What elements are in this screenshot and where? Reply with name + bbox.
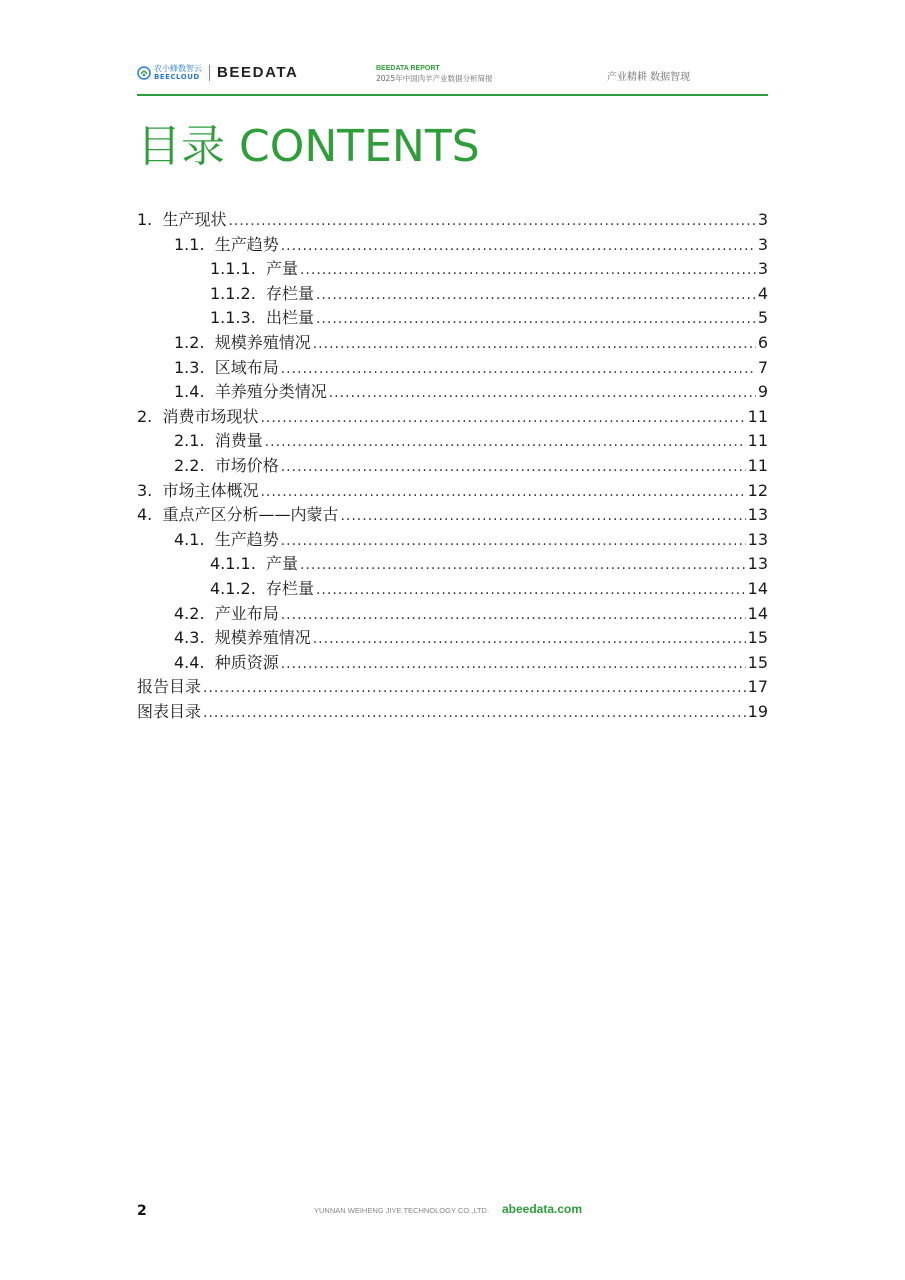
toc-number: 1.: [137, 210, 163, 229]
toc-entry[interactable]: [137, 429, 768, 454]
footer-page-number: 2: [137, 1203, 147, 1219]
toc-label: 区域布局: [214, 357, 279, 377]
toc-leader: [228, 209, 755, 234]
toc-leader: [316, 283, 756, 308]
toc-entry[interactable]: [137, 282, 768, 307]
toc-entry[interactable]: [137, 675, 768, 700]
toc-leader: [340, 504, 745, 529]
toc-number: 3.: [137, 480, 163, 500]
toc-number: 4.1.: [174, 529, 215, 549]
toc-page-number: 11: [747, 455, 768, 475]
toc-number: 4.: [137, 505, 163, 525]
report-info: [376, 65, 493, 83]
toc-page-number: 11: [747, 406, 768, 426]
toc-page-number: 17: [747, 677, 768, 697]
toc-number: 4.4.: [174, 652, 215, 672]
toc-page-number: 13: [747, 554, 768, 574]
toc-leader: [281, 234, 756, 259]
toc-number: 2.: [137, 406, 163, 426]
logo-cn-text: 农小蜂数智云: [154, 63, 202, 73]
logo: [137, 64, 298, 81]
toc-entry[interactable]: [137, 479, 768, 504]
toc-label: 生产现状: [162, 210, 227, 229]
toc-label: 规模养殖情况: [214, 628, 311, 648]
toc-leader: [281, 529, 746, 554]
toc-label: 产业布局: [214, 603, 279, 623]
toc-number: 1.3.: [174, 357, 215, 377]
toc-label: 存栏量: [265, 578, 314, 598]
toc-label: 市场主体概况: [162, 480, 259, 500]
toc-number: 4.2.: [174, 603, 215, 623]
toc-number: 4.1.1.: [210, 554, 266, 574]
beecloud-logo-icon: [137, 66, 151, 80]
toc-leader: [281, 455, 746, 480]
toc-page-number: 12: [747, 480, 768, 500]
toc-label: 消费量: [214, 431, 263, 451]
toc-leader: [316, 578, 746, 603]
toc-page-number: 9: [757, 382, 768, 402]
toc-leader: [281, 603, 746, 628]
toc-number: 1.1.1.: [210, 259, 266, 279]
toc-label: 报告目录: [137, 677, 202, 697]
toc-label: 产量: [265, 554, 298, 574]
logo-divider: [209, 65, 210, 81]
toc-leader: [260, 480, 745, 505]
page-header: [137, 62, 768, 94]
report-title: 2025年中国肉羊产业数据分析简报: [376, 74, 493, 84]
footer-company: YUNNAN WEIHENG JIYE TECHNOLOGY CO.,LTD.: [314, 1206, 490, 1215]
toc-page-number: 15: [747, 628, 768, 648]
toc-label: 生产趋势: [214, 529, 279, 549]
page-title: 目录 CONTENTS: [137, 121, 480, 172]
toc-number: 2.2.: [174, 455, 215, 475]
toc-leader: [260, 406, 745, 431]
toc-page-number: 13: [747, 529, 768, 549]
toc-entry[interactable]: [137, 356, 768, 381]
toc-label: 重点产区分析——内蒙古: [162, 505, 339, 525]
toc-number: 4.1.2.: [210, 578, 266, 598]
table-of-contents: [137, 208, 768, 724]
toc-leader: [265, 430, 746, 455]
toc-number: 1.2.: [174, 332, 215, 352]
logo-en-text: BEECLOUD: [154, 72, 200, 81]
toc-entry[interactable]: [137, 528, 768, 553]
toc-number: 2.1.: [174, 431, 215, 451]
toc-entry[interactable]: [137, 331, 768, 356]
toc-number: 4.3.: [174, 628, 215, 648]
toc-page-number: 5: [757, 308, 768, 328]
toc-leader: [316, 307, 756, 332]
toc-label: 羊养殖分类情况: [214, 382, 327, 402]
header-slogan: 产业精耕 数据智现: [607, 72, 691, 83]
toc-entry[interactable]: [137, 454, 768, 479]
toc-label: 存栏量: [265, 283, 314, 303]
toc-label: 市场价格: [214, 455, 279, 475]
toc-page-number: 11: [747, 431, 768, 451]
toc-leader: [281, 357, 756, 382]
toc-entry[interactable]: [137, 651, 768, 676]
toc-entry[interactable]: [137, 503, 768, 528]
toc-entry[interactable]: [137, 602, 768, 627]
toc-number: 1.1.: [174, 234, 215, 254]
toc-entry[interactable]: [137, 208, 768, 233]
toc-leader: [300, 553, 746, 578]
toc-label: 图表目录: [137, 701, 202, 721]
brand-name: BEEDATA: [217, 64, 299, 81]
toc-number: 1.1.3.: [210, 308, 266, 328]
toc-page-number: 3: [757, 259, 768, 279]
toc-label: 出栏量: [265, 308, 314, 328]
toc-entry[interactable]: [137, 552, 768, 577]
report-tag: BEEDATA REPORT: [376, 65, 440, 72]
toc-label: 消费市场现状: [162, 406, 259, 426]
toc-entry[interactable]: [137, 405, 768, 430]
toc-entry[interactable]: [137, 626, 768, 651]
toc-leader: [203, 676, 746, 701]
toc-entry[interactable]: [137, 700, 768, 725]
toc-page-number: 13: [747, 505, 768, 525]
toc-number: 1.1.2.: [210, 283, 266, 303]
toc-page-number: 6: [757, 332, 768, 352]
toc-entry[interactable]: [137, 233, 768, 258]
toc-number: 1.4.: [174, 382, 215, 402]
toc-page-number: 14: [747, 578, 768, 598]
toc-entry[interactable]: [137, 577, 768, 602]
toc-leader: [300, 258, 756, 283]
toc-page-number: 19: [747, 701, 768, 721]
footer-website-link[interactable]: abeedata.com: [502, 1202, 583, 1216]
toc-page-number: 14: [747, 603, 768, 623]
toc-leader: [313, 332, 756, 357]
toc-label: 产量: [265, 259, 298, 279]
toc-entry[interactable]: [137, 380, 768, 405]
toc-page-number: 15: [747, 652, 768, 672]
toc-page-number: 3: [757, 234, 768, 254]
toc-label: 种质资源: [214, 652, 279, 672]
toc-label: 生产趋势: [214, 234, 279, 254]
toc-leader: [281, 652, 746, 677]
toc-leader: [329, 381, 756, 406]
toc-label: 规模养殖情况: [214, 332, 311, 352]
toc-page-number: 7: [757, 357, 768, 377]
toc-entry[interactable]: [137, 306, 768, 331]
toc-leader: [203, 701, 746, 726]
toc-entry[interactable]: [137, 257, 768, 282]
toc-leader: [313, 627, 746, 652]
header-divider: [137, 94, 768, 96]
toc-page-number: 3: [757, 210, 768, 229]
toc-page-number: 4: [757, 283, 768, 303]
